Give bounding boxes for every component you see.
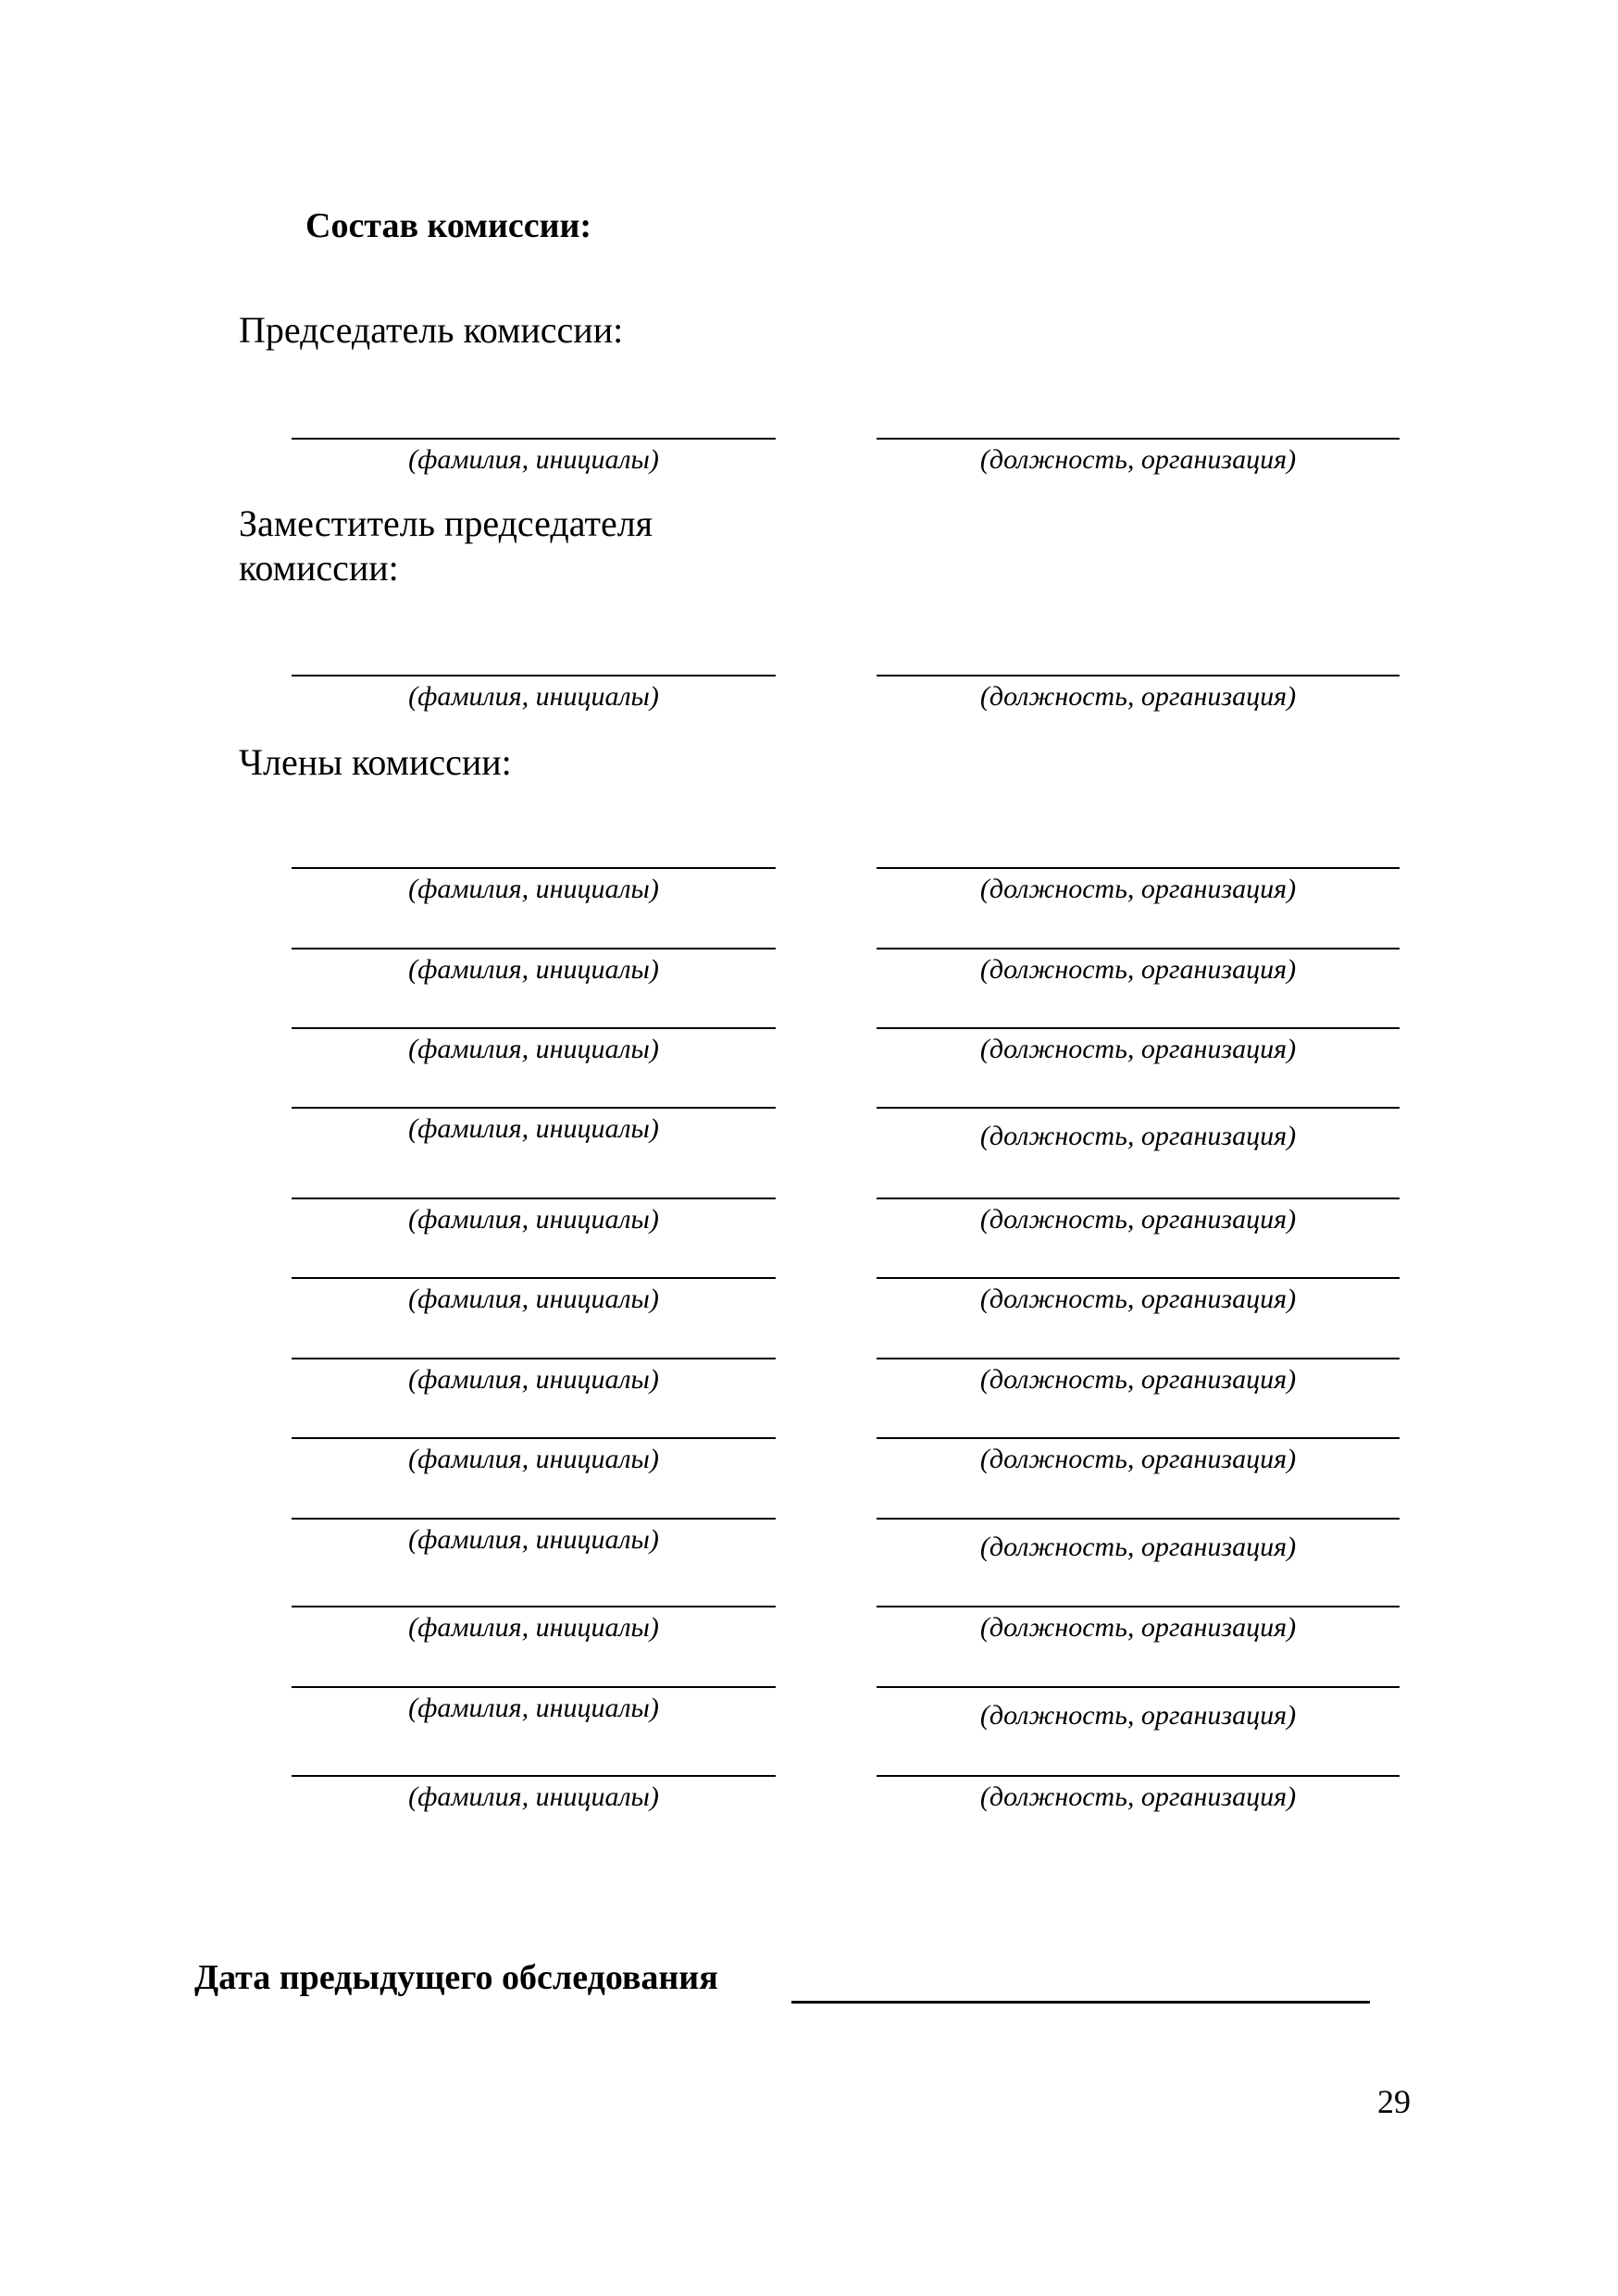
member-name-caption: (фамилия, инициалы) [408,1284,659,1314]
chairman-label: Председатель комиссии: [239,309,624,351]
member-position-line [877,867,1400,869]
chairman-name-caption: (фамилия, инициалы) [408,444,659,475]
member-name-caption: (фамилия, инициалы) [408,954,659,985]
member-position-line [877,1518,1400,1520]
member-position-caption: (должность, организация) [979,1532,1297,1562]
member-position-line [877,1606,1400,1607]
member-name-caption: (фамилия, инициалы) [408,1612,659,1643]
deputy-name-caption: (фамилия, инициалы) [408,681,659,712]
member-name-caption: (фамилия, инициалы) [408,1113,659,1144]
member-name-line [292,1686,776,1688]
member-name-line [292,1027,776,1029]
deputy-label-line2: комиссии: [239,547,399,589]
member-position-caption: (должность, организация) [979,1700,1297,1731]
member-position-line [877,1358,1400,1359]
chairman-name-line [292,438,776,440]
chairman-position-line [877,438,1400,440]
member-name-line [292,1437,776,1439]
member-name-caption: (фамилия, инициалы) [408,1204,659,1235]
member-name-line [292,1107,776,1109]
member-name-line [292,1198,776,1199]
deputy-name-line [292,675,776,676]
member-position-caption: (должность, организация) [979,1612,1297,1643]
deputy-position-line [877,675,1400,676]
member-position-caption: (должность, организация) [979,1444,1297,1474]
deputy-label-line1: Заместитель председателя [239,503,653,544]
previous-survey-date-line [791,2001,1370,2004]
member-position-line [877,1277,1400,1279]
section-title: Состав комиссии: [305,206,592,245]
member-position-caption: (должность, организация) [979,874,1297,904]
member-position-line [877,1107,1400,1109]
members-label: Члены комиссии: [239,741,512,783]
member-name-caption: (фамилия, инициалы) [408,1034,659,1064]
member-position-line [877,1775,1400,1777]
member-name-caption: (фамилия, инициалы) [408,1524,659,1555]
member-name-line [292,1518,776,1520]
member-position-caption: (должность, организация) [979,1364,1297,1395]
deputy-position-caption: (должность, организация) [979,681,1297,712]
member-name-line [292,1358,776,1359]
member-name-line [292,1775,776,1777]
member-name-line [292,1277,776,1279]
member-position-line [877,1686,1400,1688]
member-position-caption: (должность, организация) [979,954,1297,985]
member-position-line [877,1437,1400,1439]
member-position-caption: (должность, организация) [979,1204,1297,1235]
member-name-line [292,867,776,869]
member-position-caption: (должность, организация) [979,1121,1297,1151]
member-name-caption: (фамилия, инициалы) [408,1364,659,1395]
member-name-caption: (фамилия, инициалы) [408,1444,659,1474]
member-name-line [292,948,776,949]
member-name-line [292,1606,776,1607]
member-position-caption: (должность, организация) [979,1034,1297,1064]
member-position-caption: (должность, организация) [979,1781,1297,1812]
member-position-line [877,948,1400,949]
previous-survey-label: Дата предыдущего обследования [194,1958,718,1997]
member-position-line [877,1198,1400,1199]
page-number: 29 [1377,2083,1411,2120]
member-name-caption: (фамилия, инициалы) [408,1693,659,1723]
member-position-caption: (должность, организация) [979,1284,1297,1314]
member-position-line [877,1027,1400,1029]
member-name-caption: (фамилия, инициалы) [408,874,659,904]
chairman-position-caption: (должность, организация) [979,444,1297,475]
member-name-caption: (фамилия, инициалы) [408,1781,659,1812]
